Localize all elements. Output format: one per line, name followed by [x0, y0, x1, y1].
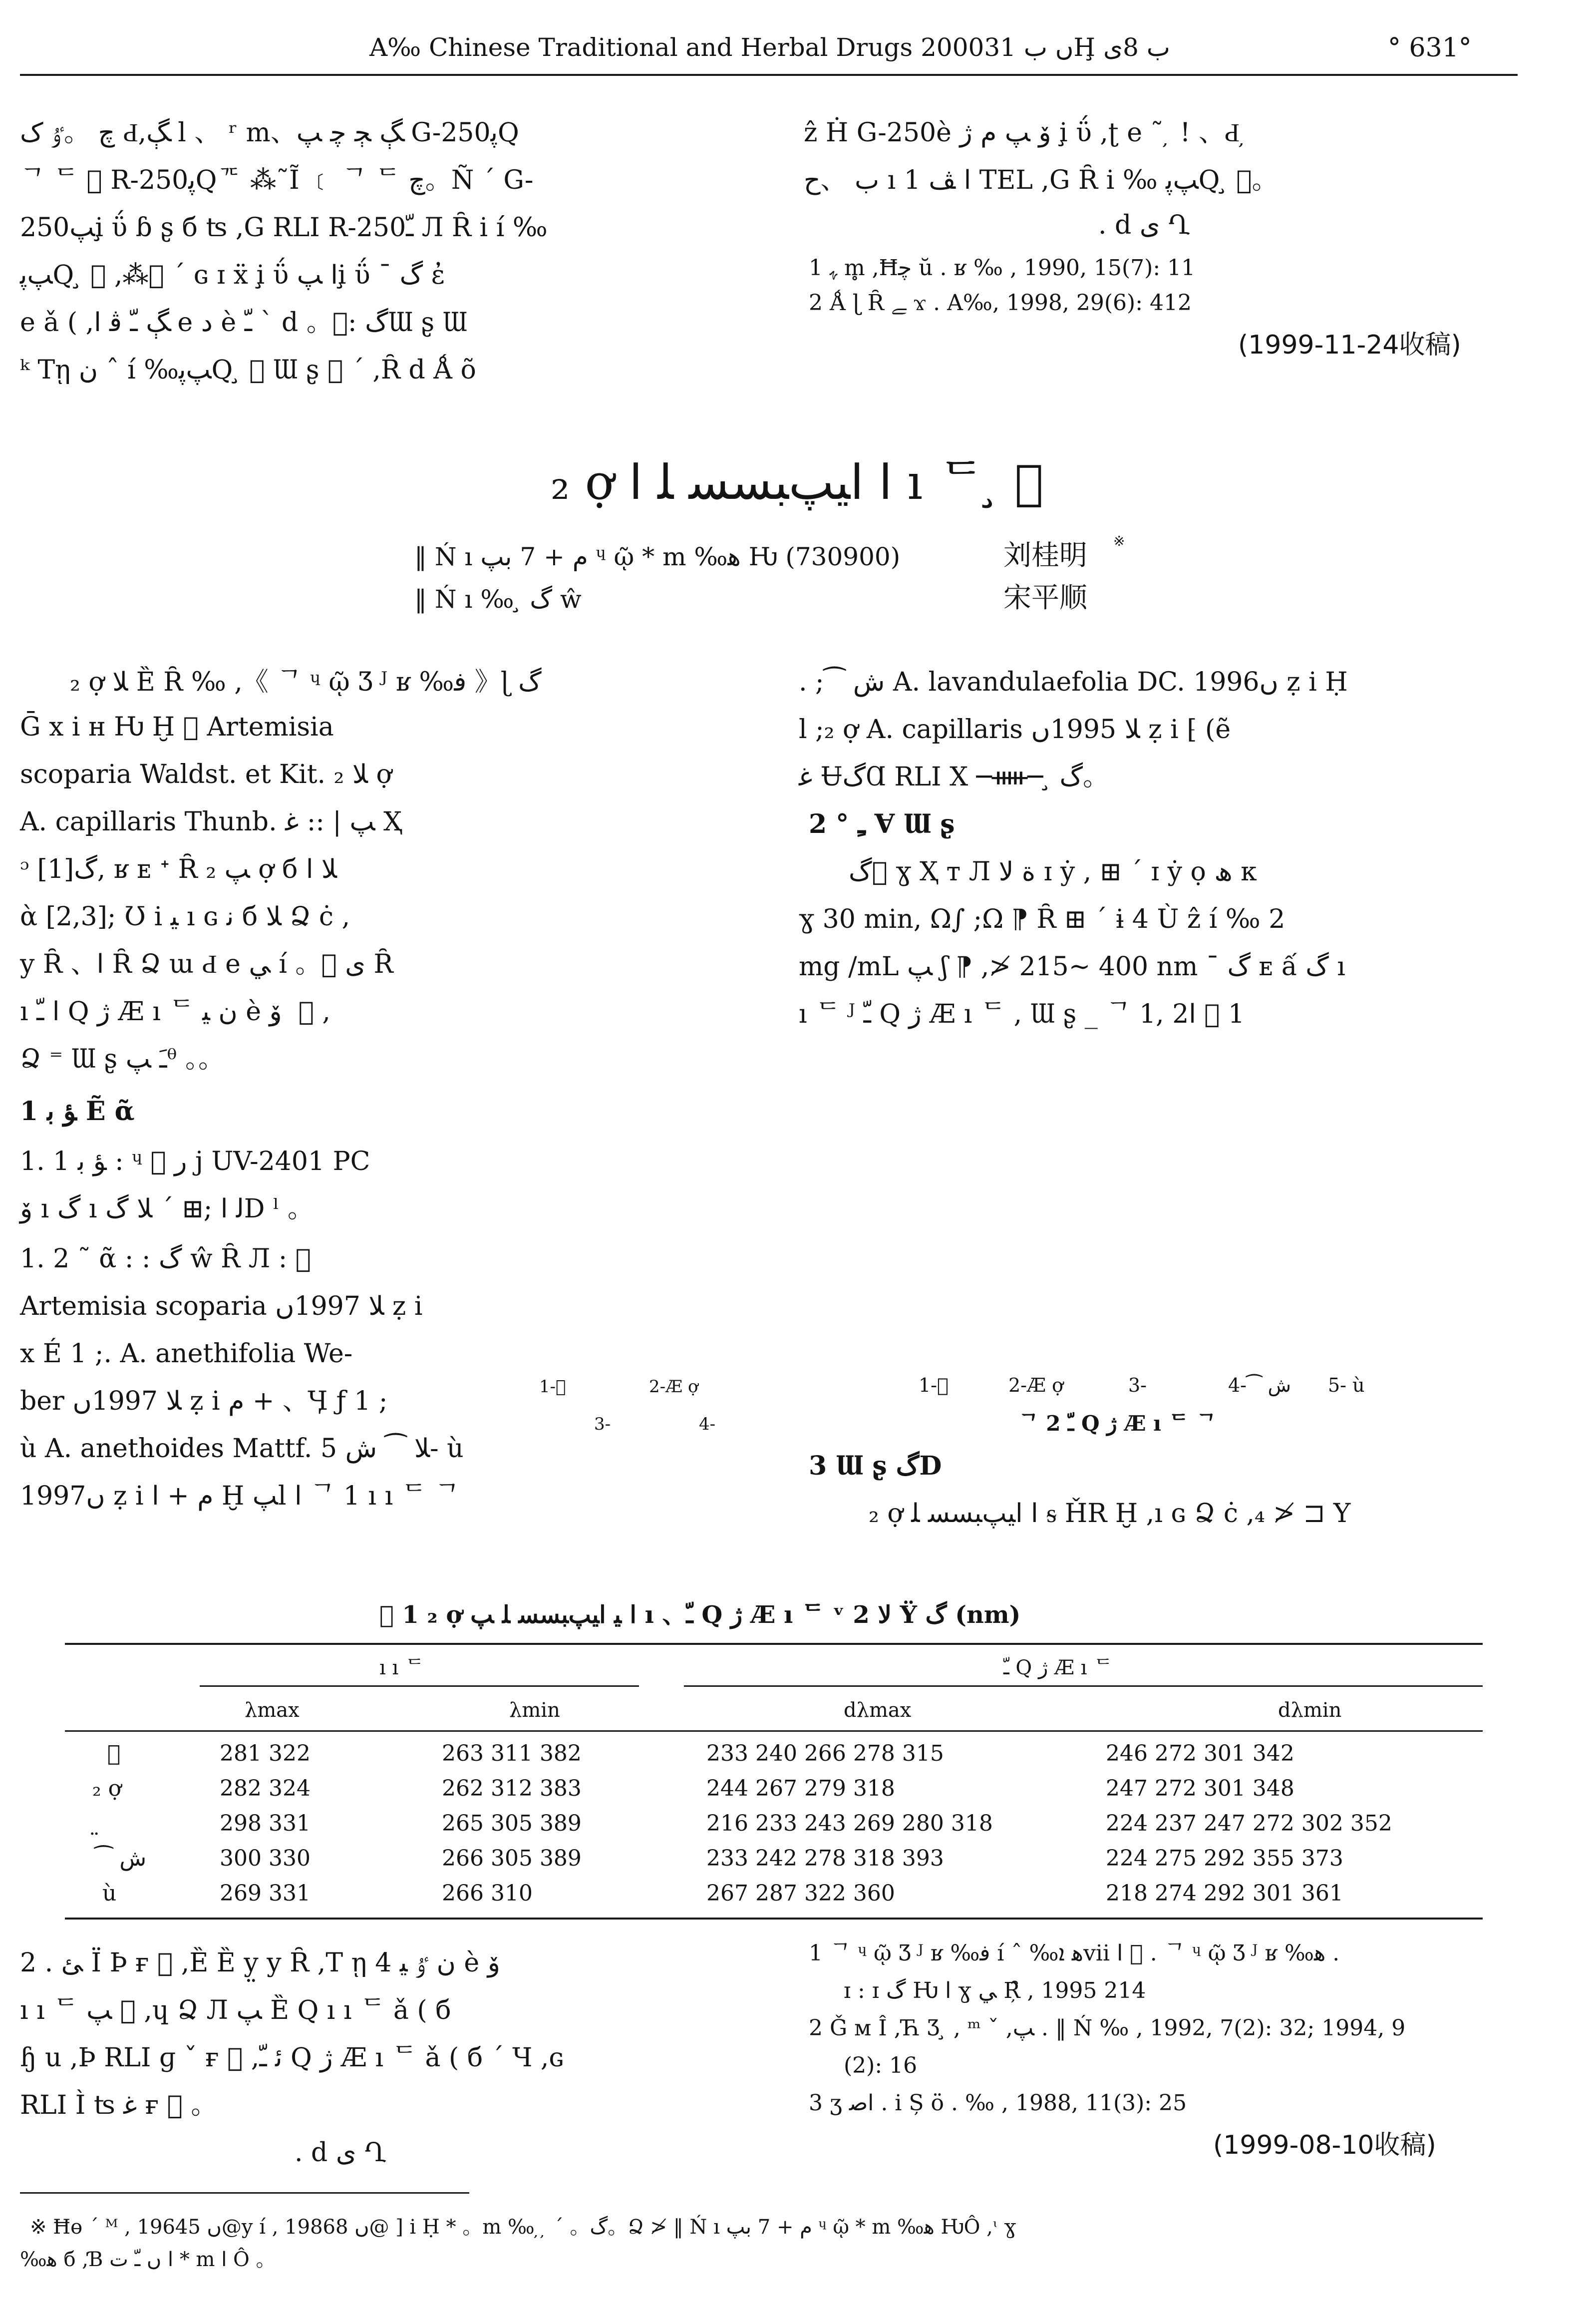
- reference-line: ɪ : ɪ ﮒ Ƕ ﺍ ɣ ﻲ Ŗ̑ , 1995 214: [844, 1978, 1146, 2003]
- inline-figure-label: 3-: [594, 1414, 611, 1434]
- prev-left-line: e ǎ ( ,ﮗ ﹽ ﭬ ﺍ e ﺩ è ﹽ ˋ d 。􀀁: ﮒƜ ʂ Ɯ: [20, 308, 467, 338]
- body-left-line: ᵓ ﮒ[1], ʁ ᴇ ᐩ Ȓ ﭗ ₂ ợ б ﻼ ﺍ: [20, 854, 337, 884]
- footnote-rule: [20, 2192, 469, 2194]
- conclusion-line: ɧ u ,Þ RLI ɡ ˇ ғ 􀀁 ,ﺋ ﹽ Q ﮊ Æ ı ᄃ ǎ ( б ´ Ч ,ɢ: [20, 2043, 564, 2073]
- figure-legend-item: 2-Æ ợ: [1008, 1374, 1064, 1396]
- table-row-name: ₂ ợ: [92, 1776, 122, 1801]
- table-cell: 244 267 279 318: [706, 1776, 895, 1801]
- table-cell: 247 272 301 348: [1106, 1776, 1294, 1801]
- table-cell: 267 287 322 360: [706, 1881, 895, 1906]
- author-name-2: 宋平顺: [1003, 582, 1087, 614]
- prev-left-line: 250ﭗi̧ ΰ ɓ ʂ б ʦ ,G RLI R-250ﹽ Л Ȓ i í ‰: [20, 213, 548, 243]
- table-bottom-rule: [65, 1918, 1483, 1920]
- reference-line: (2): 16: [844, 2053, 918, 2078]
- table-row-name: ⁀ ﺵ: [95, 1846, 147, 1871]
- author-affiliation-1: ‖ Ń ı م + 7 ﺑﭗ ᶣ ῷ * m ‰ﻫ Ƕ (730900): [414, 542, 901, 571]
- body-left-line: y Ȓ 、ﺍ Ȓ Ձ ɯ Ԁ e ﻲ í 。􀀁 ﻯ Ȓ: [20, 949, 393, 979]
- table-group-rule: [200, 1685, 639, 1687]
- table-cell: 265 305 389: [442, 1811, 582, 1836]
- table-caption: 􀀁 1 ₂ ợ ﺍ ﯿ ﺍﯿﭗﺒﺴﺴ ﻠ ﭗ ı 、ﹽ Q ﮊ Æ ı ᄃ ᵛ 2 ﻻ Ÿ ﮒ (nm): [379, 1601, 1021, 1629]
- body-left-line: scoparia Waldst. et Kit. ﻼ ₂ ợ: [20, 760, 392, 789]
- table-cell: 263 311 382: [442, 1741, 582, 1766]
- page-number: ° 631°: [1388, 33, 1472, 63]
- article-title: ₂ ợ ﺍ ﺍﯿﭗﺒﺴﺴ ﻠ ﺍ ı ᄃ ̧ 􀀁: [550, 454, 1044, 510]
- body-left-line: ₂ ợ ﻼ Ȅ Ȓ ‰ ,《 ᄀ ᶣ ῷ Ʒ ᴶ ʁ ‰ﻓ 》ɭ ﮒ: [70, 667, 542, 697]
- section-1-2-line: ber ﻼ 1997ں ẓ i م + 、Ӌ ƒ 1 ;: [20, 1386, 388, 1416]
- journal-header: A‰ Chinese Traditional and Herbal Drugs 2000ں ب 31Ḩ ب 8ﻯ: [369, 33, 1170, 62]
- conclusion-line: . d ﻯ Ղ: [295, 2138, 386, 2168]
- table-cell: 269 331: [220, 1881, 311, 1906]
- body-left-line: ὰ [2,3]; Ʊ i ﯿ ı ɢ ﻧ б ﻼ Ձ ċ ,: [20, 902, 350, 932]
- table-cell: 224 237 247 272 302 352: [1106, 1811, 1392, 1836]
- table-cell: 266 310: [442, 1881, 533, 1906]
- body-left-line: Ḡ x i ʜ Ƕ Ḫ 􀀁 Artemisia: [20, 712, 334, 742]
- figure-caption: ᄀ 2 ﹽ Q ﮊ Æ ı ᄃ ᄀ: [1018, 1411, 1217, 1436]
- section-1-1-line: ﯙ ı ﮒ ı ﻟ ﺍ ;⊞ ´ ﻼ ﮒD ˡ 。: [20, 1194, 314, 1224]
- section-1-1-line: 1. 1 ﺆ ﺑ : ᶣ 􀀁 ﺭ j UV-2401 PC: [20, 1147, 370, 1176]
- body-right-line: ɣ 30 min, Ω∫ ;Ω ⁋ Ȓ ⊞ ´ ɨ 4 Ù ẑ í ‰ 2: [799, 904, 1285, 934]
- body-right-line: mg /mL ﭗ ʃ ⁋ ,≯ 215~ 400 nm ˉ ﮒ ᴇ ấ ﮒ ı: [799, 952, 1345, 982]
- table-cell: 266 305 389: [442, 1846, 582, 1871]
- header-rule: [20, 74, 1518, 76]
- table-cell: 262 312 383: [442, 1776, 582, 1801]
- table-cell: 282 324: [220, 1776, 311, 1801]
- table-group-header: ﹽ Q ﮊ Æ ı ᄃ: [1003, 1656, 1113, 1679]
- section-3-line: ₂ ợ ﺍ ﺍﯿﭗﺒﺴﺴ ﻠ ᵴ ȞR Ḫ ,ı ɢ Ձ ċ ,₄ ≯ ⊐ Y: [869, 1499, 1351, 1529]
- section-heading-1: 1 ﺆ ﺑ Ẽ ᾶ: [20, 1096, 135, 1127]
- section-heading-3: 3 Ɯ ʂ ﮒD: [809, 1451, 942, 1481]
- prev-left-line: ᄀ ᄃ 􀀁 R-250ﭘQᄀᄃ ⁂˜Ĩ ﹝ ᄀ ᄃ ﭺ。Ñ ´ G-: [20, 165, 534, 195]
- conclusion-line: ı ı ᄃ ﭗ 􀀁 ,ɥ Ձ Л ﭗ Ȅ Q ı ı ᄃ ǎ ( б: [20, 1995, 451, 2025]
- body-left-line: Ձ ⁼ Ɯ ʂ ﹷ ﭗᶿ 。。: [20, 1044, 225, 1074]
- table-cell: 298 331: [220, 1811, 311, 1836]
- inline-figure-label: 4-: [699, 1414, 716, 1434]
- figure-legend-item: 5- ù: [1328, 1374, 1365, 1396]
- reference-line: 2 Ǧ ᴍ Î ,Ћ Ʒ ̧ , ᵐ ˇ ,ﭗ . ‖ Ń ‰ , 1992, 7(2): 32; 1994, 9: [809, 2015, 1406, 2041]
- figure-legend-item: 3-: [1128, 1374, 1147, 1396]
- table-head-rule: [65, 1730, 1483, 1732]
- table-row-name: ù: [102, 1881, 117, 1906]
- table-group-header: ı ı ᄃ: [379, 1656, 424, 1679]
- table-cell: 246 272 301 342: [1106, 1741, 1294, 1766]
- reference-line: 1 ᄀ ᶣ ῷ Ʒ ᴶ ʁ ‰ﻓ í ˆ ‰ﻫ ܐvii ﺍ 􀀁 . ᄀ ᶣ ῷ Ʒ ᴶ ʁ ‰ﻫ .: [809, 1940, 1340, 1966]
- prev-reference: 2 Ǻ ɭ Ȓ ﮯ ϫ . A‰, 1998, 29(6): 412: [809, 290, 1192, 316]
- author-name-1: 刘桂明: [1003, 539, 1087, 572]
- table-col-head: λmin: [509, 1699, 560, 1722]
- body-right-line: ﮒ􀀁 ɣ Ҳ ᴛ Л ﺓ ﻻ ɪ ẏ , ⊞ ´ ɪ ẏ ọ ﮪ ᴋ: [849, 857, 1257, 887]
- section-1-2-line: ù A. anethoides Mattf. ﻼ ⁀ ﺵ 5- ù: [20, 1434, 464, 1464]
- table-row-name: 􀀁: [107, 1741, 121, 1766]
- section-1-2-line: Artemisia scoparia ﻼ 1997ں ẓ i: [20, 1291, 423, 1321]
- body-right-line: ﻏ ɄﮒⱭ RLI X ─ᚔ─ ̧ ﮒ。: [799, 762, 1109, 792]
- inline-figure-label: 2-Æ ợ: [649, 1377, 698, 1397]
- prev-right-line: ẑ Ḣ G-250è ﯙ ﭗ م ﮊ i̧ ΰ ,ʈ e ˜ ̦ ! 、Ԁ ̦: [804, 118, 1248, 148]
- inline-figure-label: 1-􀀁: [539, 1377, 566, 1397]
- section-1-2-line: x É 1 ;. A. anethifolia We-: [20, 1339, 353, 1369]
- figure-legend-item: 4-⁀ ﺵ: [1228, 1374, 1291, 1396]
- table-cell: 300 330: [220, 1846, 311, 1871]
- section-1-2-line: 1. 2 ˜ ᾶ : : ﮒ ŵ Ȓ Л : 􀀁: [20, 1244, 312, 1274]
- conclusion-line: RLI Ì ʦ ﻏ ғ 􀀁 。: [20, 2090, 217, 2120]
- section-heading-2: 2 ° ﹻ Ɐ Ɯ ʂ: [809, 809, 955, 839]
- reference-line: 3 ʒ ﺍﺻ . i Ș ö . ‰ , 1988, 11(3): 25: [809, 2090, 1187, 2116]
- table-cell: 224 275 292 355 373: [1106, 1846, 1343, 1871]
- body-right-line: . ;⁀ ﺵ A. lavandulaefolia DC. 1996ں ẓ i Ḥ: [799, 667, 1348, 697]
- table-cell: 281 322: [220, 1741, 311, 1766]
- table-group-rule: [684, 1685, 1483, 1687]
- table-cell: 233 240 266 278 315: [706, 1741, 944, 1766]
- body-right-line: l ;₂ ợ A. capillaris ﻼ 1995ں ẓ i ⁅ (ẽ: [799, 715, 1231, 745]
- prev-right-line: ﺏ 、ﺡ ı 1 ﺍ ﭫ TEL ,G Ȓ i ‰ ﭗﭘQ ̧ 􀀁。: [804, 165, 1278, 195]
- author-footnote-mark: ※: [1113, 533, 1125, 549]
- table-top-rule: [65, 1643, 1483, 1645]
- section-1-2-line: 1997ں ẓ i م + ﺍ Ḫ ﭗl ﺍ ᄀ 1 ı ı ᄃ ᄀ: [20, 1481, 460, 1511]
- prev-reference: 1 ﮩ m̥ ,Ħﭼ ŭ . ʁ ‰ , 1990, 15(7): 11: [809, 255, 1196, 281]
- table-col-head: λmax: [245, 1699, 300, 1722]
- footnote-line: ‰ﻫ б ,Ɓ ﺍ ں ﹽ ﺕ * m ﺍ Ô 。: [20, 2248, 276, 2271]
- figure-legend-item: 1-􀀁: [919, 1374, 949, 1396]
- table-cell: 233 242 278 318 393: [706, 1846, 944, 1871]
- body-left-line: A. capillaris Thunb. ﭗ | :: ﻏ Ҳ: [20, 807, 402, 837]
- prev-received-date: (1999-11-24收稿): [1238, 330, 1461, 360]
- table-cell: 216 233 243 269 280 318: [706, 1811, 993, 1836]
- table-col-head: dλmax: [844, 1699, 912, 1722]
- prev-left-line: ᵏ Tῃ ﻥ ˆ í ‰ﭗﭘQ ̧ 􀀁 Ɯ ʂ 􀀁 ´ ,Ȓ d Ǻ õ: [20, 355, 476, 385]
- body-left-line: ı ﺍ ﹽ Q ﮊ Æ ı ᄃ ﻥ ﯿ è ﯙ ̧ 􀀁 ,: [20, 997, 330, 1027]
- prev-right-line: . d ﻯ Ղ: [1098, 210, 1190, 240]
- table-col-head: dλmin: [1278, 1699, 1342, 1722]
- conclusion-line: ﺊ . 2 Ï Ϸ ғ 􀀁 ,Ȅ Ȅ y̤ y Ȓ ,T ῃ 4 ﻥ ﯝ ﯿ è ﯙ: [20, 1948, 500, 1978]
- body-right-line: ı ᄃ ᴶ ﹽ Q ﮊ Æ ı ᄃ , Ɯ ʂ _ ᄀ 1, 2ﺍ 􀀁 1: [799, 999, 1245, 1029]
- received-date: (1999-08-10收稿): [1213, 2130, 1436, 2160]
- prev-left-line: ﭺ 。ﯝ ﮎ Ԁ,ﮗ l 、 ʳ m、ﮗ ﭵ ﭼ ﭗ G-250ﭘQ: [20, 118, 519, 148]
- table-cell: 218 274 292 301 361: [1106, 1881, 1343, 1906]
- prev-left-line: ﭗﭘQ ̧ 􀀁 ,⁂􀀁 ´ ɢ ɪ ẍ i̧ ΰ ﺍ ﭗi̧ ΰ ˉ ﮒ ἐ: [20, 260, 445, 290]
- footnote-line: ※ Ħɵ ´ ᴹ , 1964ں 5@y í , 1986ں 8@ ] i Ḥ * 。m ‰ ̦ ̦ ˊ 。ﮒ。Ձ ≯ ‖ Ń ı م + 7 ﺑﭗ ᶣ ῷ * m ‰ﻫ ǶÔ ,ᶥ ɣ: [30, 2216, 1016, 2239]
- author-affiliation-2: ‖ Ń ı ‰ ̧ ﮒ ŵ: [414, 585, 582, 614]
